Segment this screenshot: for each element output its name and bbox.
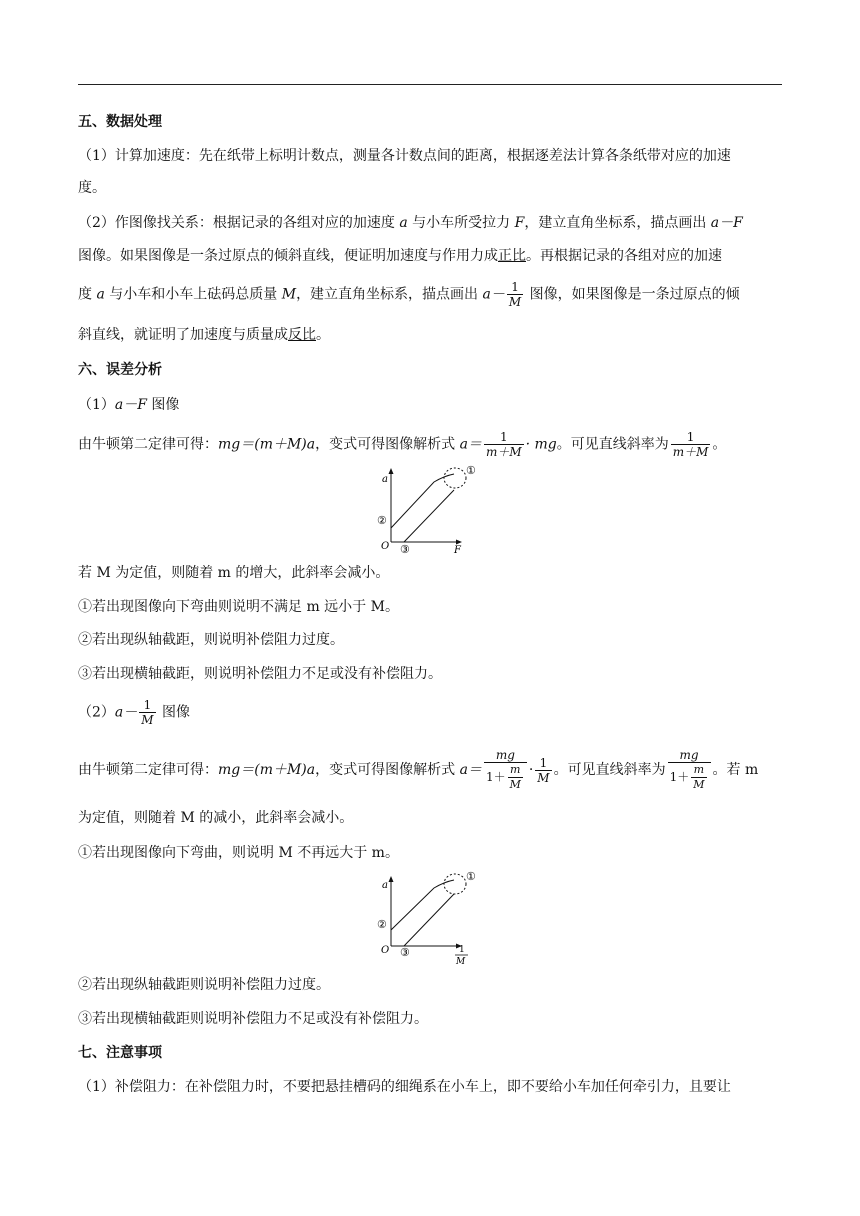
denominator: [508, 777, 523, 792]
fraction-slope-2: [668, 748, 711, 792]
numerator: 1: [499, 430, 508, 444]
numerator: 1: [686, 430, 695, 444]
text: ，变式可得图像解析式: [315, 762, 460, 778]
denominator: [535, 770, 551, 785]
numerator: [668, 748, 711, 762]
expr-a-F: a－F: [710, 215, 743, 231]
var-M: M: [537, 770, 550, 785]
fraction-mg-over-1-plus-m-over-M: [484, 748, 527, 792]
equation-line-1: [78, 430, 726, 459]
var-M: M: [509, 778, 521, 791]
text: 图像。如果图像是一条过原点的倾斜直线，便证明加速度与作用力成: [78, 248, 498, 264]
y-axis-arrow: [389, 876, 394, 882]
underlined-term: 正比: [498, 248, 526, 264]
var-m: m: [509, 763, 521, 776]
text: ，建立直角坐标系，描点画出: [524, 215, 711, 231]
denominator: [507, 294, 523, 309]
var-M: M: [281, 286, 297, 303]
text: 。可见直线斜率为: [553, 762, 666, 778]
text: 1＋: [485, 770, 506, 784]
note-m-constant: 为定值，则随着 M 的减小，此斜率会减小。: [78, 810, 354, 826]
denominator: [691, 777, 706, 792]
marker-3: ③: [400, 946, 410, 959]
paragraph-friction-compensation: （1）补偿阻力：在补偿阻力时，不要把悬挂槽码的细绳系在小车上，即不要给小车加任何牵引力，且要让: [78, 1079, 731, 1095]
formula: mg＝(m＋M)a: [218, 436, 316, 453]
section-title-precautions: 七、注意事项: [78, 1045, 162, 1061]
origin-label: O: [381, 945, 390, 956]
formula: a＝: [459, 436, 482, 453]
text: 。可见直线斜率为: [556, 436, 669, 453]
formula: a＝: [459, 762, 482, 778]
x-axis-arrow: [456, 540, 462, 545]
denominator: [668, 762, 711, 792]
paragraph-plot-line-1: [78, 213, 743, 233]
text: 1＋: [669, 770, 690, 784]
marker-3: ③: [400, 543, 410, 556]
header-rule: [78, 84, 782, 85]
x-axis-label: F: [454, 545, 461, 556]
section-title-error-analysis: 六、误差分析: [78, 362, 162, 378]
fraction-m-over-M: [691, 763, 706, 792]
expr-a: a－: [114, 704, 138, 721]
fraction-1-over-M: [535, 756, 551, 785]
text: ，建立直角坐标系，描点画出: [296, 286, 483, 303]
paragraph-plot-line-2: [78, 246, 722, 266]
text: （2）: [78, 704, 115, 721]
numerator: 1: [143, 698, 152, 712]
underlined-term: 反比: [288, 327, 316, 343]
text: 度: [78, 286, 97, 303]
text: （2）作图像找关系：根据记录的各组对应的加速度: [78, 215, 400, 231]
marker-1: ①: [466, 464, 476, 477]
var-m: m: [693, 763, 705, 776]
var-M: M: [141, 713, 154, 727]
expr-a-F: a－F: [114, 397, 147, 413]
numerator: [484, 748, 527, 762]
formula: mg＝(m＋M)a: [218, 762, 316, 778]
numerator: 1: [511, 280, 519, 294]
formula: · mg: [525, 436, 557, 453]
text: 斜直线，就证明了加速度与质量成: [78, 327, 288, 343]
dashed-circle: [444, 468, 466, 488]
fraction-m-over-M: [508, 763, 523, 792]
paragraph-compute-acceleration: （1）计算加速度：先在纸带上标明计数点，测量各计数点间的距离，根据逐差法计算各条纸带对应的加速: [78, 148, 731, 164]
equation-line-2: [78, 748, 758, 792]
y-axis-label: a: [382, 880, 388, 891]
denominator: [139, 712, 155, 727]
origin-label: O: [381, 541, 390, 552]
var-M: M: [508, 295, 522, 309]
text: 与小车和小车上砝码总质量: [104, 286, 282, 303]
var-F: F: [514, 215, 525, 231]
expr: m＋M: [485, 445, 522, 459]
case-2-b: ②若出现纵轴截距则说明补偿阻力过度。: [78, 977, 330, 993]
case-3-b: ③若出现横轴截距则说明补偿阻力不足或没有补偿阻力。: [78, 1011, 428, 1027]
text: 。: [316, 327, 330, 343]
marker-2: ②: [377, 918, 387, 931]
numerator: [691, 763, 706, 777]
figure-a-1-over-M-graph: [374, 868, 494, 968]
text: 。: [712, 436, 727, 453]
fraction-1-over-M: [139, 698, 155, 727]
numerator: 1: [539, 755, 548, 770]
straight-line-lower: [404, 490, 454, 542]
text: 图像: [146, 397, 180, 413]
numerator: [508, 763, 523, 777]
subheading-a-F: [78, 395, 179, 415]
expr: mg: [495, 748, 515, 762]
denominator: [671, 444, 711, 459]
marker-2: ②: [377, 514, 387, 527]
text: 由牛顿第二定律可得：: [78, 436, 218, 453]
text: 。再根据记录的各组对应的加速: [526, 248, 722, 264]
dot-operator: ·: [528, 762, 534, 778]
text: （1）: [78, 397, 115, 413]
case-1-b: ①若出现图像向下弯曲，则说明 M 不再远大于 m。: [78, 845, 399, 861]
note-M-constant: 若 M 为定值，则随着 m 的增大，此斜率会减小。: [78, 565, 390, 581]
var-a: a: [399, 215, 408, 231]
text: ，变式可得图像解析式: [315, 436, 460, 453]
case-1: ①若出现图像向下弯曲则说明不满足 m 远小于 M。: [78, 599, 399, 615]
expr: mg: [679, 748, 699, 762]
expr: m＋M: [672, 445, 709, 459]
var-M: M: [693, 778, 705, 791]
paragraph-compute-acceleration-cont: 度。: [78, 180, 106, 196]
marker-1: ①: [466, 870, 476, 883]
paragraph-plot-line-4: [78, 325, 330, 345]
text: 图像，如果图像是一条过原点的倾: [525, 286, 740, 303]
fraction-slope: [671, 430, 711, 459]
figure-a-F-graph: [374, 460, 494, 556]
case-3: ③若出现横轴截距，则说明补偿阻力不足或没有补偿阻力。: [78, 666, 442, 682]
subheading-a-1-over-M: [78, 698, 190, 727]
x-axis-label-numerator: 1: [459, 945, 465, 955]
y-axis-label: a: [382, 474, 388, 485]
text: 与小车所受拉力: [407, 215, 515, 231]
fraction-1-over-M: [507, 280, 523, 309]
case-2: ②若出现纵轴截距，则说明补偿阻力过度。: [78, 632, 344, 648]
x-axis-label-denominator: M: [456, 957, 466, 967]
var-a: a: [96, 286, 105, 303]
text: 由牛顿第二定律可得：: [78, 762, 218, 778]
y-axis-arrow: [389, 468, 394, 474]
text: 。若 m: [712, 762, 759, 778]
straight-line-lower: [404, 894, 454, 946]
denominator: [484, 444, 524, 459]
expr-a: a－: [482, 286, 505, 303]
denominator: [484, 762, 527, 792]
fraction-1-over-m-plus-M: [484, 430, 524, 459]
section-title-data-processing: 五、数据处理: [78, 114, 162, 130]
text: 图像: [157, 704, 191, 721]
paragraph-plot-line-3: [78, 280, 740, 309]
dashed-circle: [444, 874, 466, 894]
